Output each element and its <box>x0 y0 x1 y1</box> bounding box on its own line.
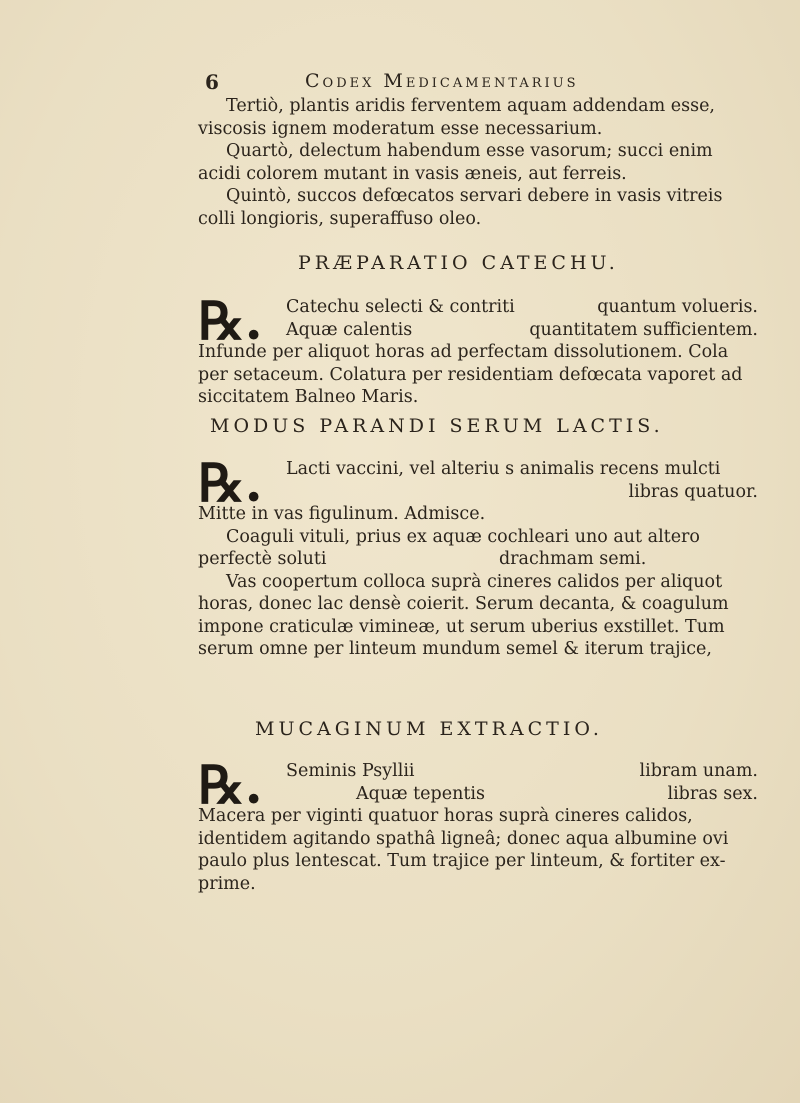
recipe-mucaginum <box>198 755 758 895</box>
text-line: viscosis ignem moderatum esse necessarium. <box>198 118 603 139</box>
text-line: paulo plus lentescat. Tum trajice per linteum, & fortiter ex- <box>198 851 726 871</box>
recipe-symbol: ℞. <box>198 291 263 352</box>
text-line: perfectè soluti drachmam semi. <box>198 549 647 569</box>
recipe-catechu <box>198 291 758 409</box>
ingredient-row <box>198 458 758 481</box>
text-line: siccitatem Balneo Maris. <box>198 387 419 407</box>
text-line: Infunde per aliquot horas ad perfectam dissolutionem. Cola <box>198 342 729 362</box>
text-line: colli longioris, superaffuso oleo. <box>198 208 482 229</box>
ingredient-quantity: libras sex. <box>667 783 758 804</box>
text-line: Vas coopertum colloca suprà cineres calidos per aliquot <box>226 571 723 592</box>
section-title-mucaginum: MUCAGINUM EXTRACTIO. <box>255 718 603 740</box>
text-line: Coaguli vituli, prius ex aquæ cochleari uno aut altero <box>226 526 700 547</box>
text-line: serum omne per linteum mundum semel & iterum trajice, <box>198 639 712 659</box>
text-line: per setaceum. Colatura per residentiam defœcata vaporet ad <box>198 364 743 385</box>
ingredient-quantity: libras quatuor. <box>628 481 758 502</box>
ingredient-row <box>198 319 758 342</box>
ingredient-row <box>198 783 758 806</box>
section-title-catechu: PRÆPARATIO CATECHU. <box>298 252 619 274</box>
text-line: Macera per viginti quatuor horas suprà cineres calidos, <box>198 806 693 826</box>
text-line: Tertiò, plantis aridis ferventem aquam addendam esse, <box>226 96 715 116</box>
paragraph-quinto <box>198 185 758 230</box>
ingredient-quantity: quantum volueris. <box>597 297 758 317</box>
paragraph-tertio <box>198 95 758 140</box>
text-line: prime. <box>198 873 256 894</box>
ingredient-quantity: quantitatem sufficientem. <box>529 319 758 340</box>
ingredient-name: Catechu selecti & contriti <box>286 297 515 317</box>
ingredient-name: Lacti vaccini, vel alteriu s animalis recens mulcti <box>286 459 721 479</box>
recipe-symbol: ℞. <box>198 755 263 816</box>
ingredient-quantity: libram unam. <box>639 761 758 781</box>
text-line: acidi colorem mutant in vasis æneis, aut ferreis. <box>198 163 627 184</box>
text-line: impone craticulæ vimineæ, ut serum uberius exstillet. Tum <box>198 616 725 637</box>
ingredient-name: Seminis Psyllii <box>286 761 415 781</box>
ingredient-row <box>198 296 758 319</box>
text-line: identidem agitando spathâ ligneâ; donec aqua albumine ovi <box>198 828 729 849</box>
ingredient-row <box>198 760 758 783</box>
page-number: 6 <box>205 70 219 94</box>
ingredient-row <box>198 481 758 504</box>
text-line: Mitte in vas figulinum. Admisce. <box>198 504 486 524</box>
section-title-serum-lactis: MODUS PARANDI SERUM LACTIS. <box>210 415 664 437</box>
text-line: Quartò, delectum habendum esse vasorum; succi enim <box>226 141 713 161</box>
recipe-symbol: ℞. <box>198 453 263 514</box>
recipe-serum-lactis <box>198 453 758 661</box>
paragraph-quarto <box>198 140 758 185</box>
ingredient-name: Aquæ tepentis <box>356 783 485 804</box>
ingredient-name: Aquæ calentis <box>286 319 413 340</box>
text-line: horas, donec lac densè coierit. Serum decanta, & coagulum <box>198 594 729 614</box>
text-line: Quintò, succos defœcatos servari debere in vasis vitreis <box>226 186 723 206</box>
running-title: Codex Medicamentarius <box>305 70 579 92</box>
